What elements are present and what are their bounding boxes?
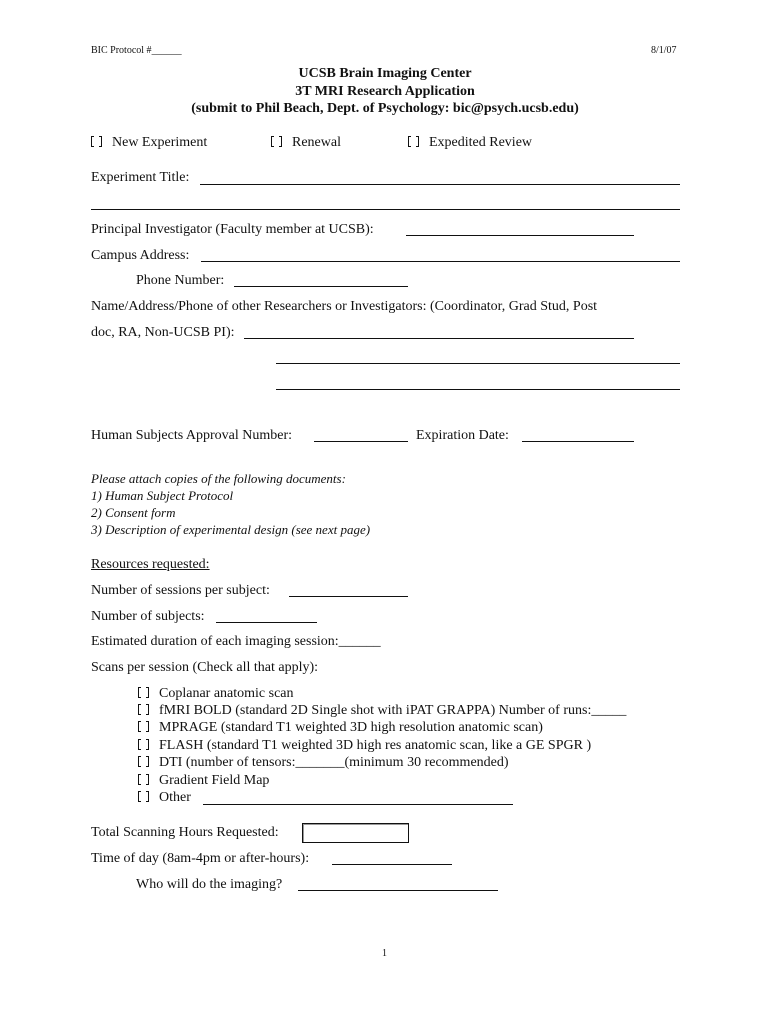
new-experiment-option[interactable]: New Experiment (91, 135, 207, 151)
sessions-per-subject-field[interactable] (289, 596, 408, 597)
scan-option-mprage[interactable]: MPRAGE (standard T1 weighted 3D high resolution anatomic scan) (138, 720, 543, 736)
protocol-label: BIC Protocol #______ (91, 45, 182, 56)
campus-address-field[interactable] (201, 261, 680, 262)
principal-investigator-field[interactable] (406, 235, 634, 236)
checkbox-icon[interactable] (138, 756, 149, 767)
checkbox-icon[interactable] (138, 721, 149, 732)
scan-option-gradient-field-map[interactable]: Gradient Field Map (138, 773, 269, 789)
application-title: 3T MRI Research Application (295, 84, 475, 99)
human-subjects-approval-field[interactable] (314, 441, 408, 442)
checkbox-icon[interactable] (138, 774, 149, 785)
attachment-item: 2) Consent form (91, 505, 176, 520)
submission-note: (submit to Phil Beach, Dept. of Psychology: bic@psych.ucsb.edu) (191, 101, 579, 116)
page-number: 1 (382, 948, 387, 959)
total-hours-label: Total Scanning Hours Requested: (91, 825, 279, 840)
scans-per-session-label: Scans per session (Check all that apply): (91, 660, 319, 675)
human-subjects-approval-label: Human Subjects Approval Number: (91, 428, 293, 443)
time-of-day-field[interactable] (332, 864, 452, 865)
form-date: 8/1/07 (651, 45, 677, 56)
scan-option-fmri-bold[interactable]: fMRI BOLD (standard 2D Single shot with iPAT GRAPPA) Number of runs:_____ (138, 703, 626, 719)
sessions-per-subject-label: Number of sessions per subject: (91, 583, 270, 598)
checkbox-icon[interactable] (138, 739, 149, 750)
total-hours-input[interactable] (302, 823, 409, 843)
expiration-date-label: Expiration Date: (416, 428, 509, 443)
resources-heading: Resources requested: (91, 557, 210, 572)
other-scan-field[interactable] (203, 804, 513, 805)
estimated-duration-field[interactable]: ______ (338, 634, 381, 649)
renewal-option[interactable]: Renewal (271, 135, 341, 151)
other-researchers-label: Name/Address/Phone of other Researchers or Investigators: (Coordinator, Grad Stud, Post (91, 299, 598, 314)
center-title: UCSB Brain Imaging Center (298, 66, 472, 81)
who-imaging-field[interactable] (298, 890, 498, 891)
number-of-subjects-label: Number of subjects: (91, 609, 205, 624)
checkbox-icon[interactable] (138, 704, 149, 715)
checkbox-icon[interactable] (408, 136, 419, 147)
checkbox-icon[interactable] (138, 687, 149, 698)
scan-option-dti[interactable]: DTI (number of tensors:_______(minimum 30 recommended) (138, 755, 509, 771)
who-imaging-label: Who will do the imaging? (136, 877, 283, 892)
phone-number-field[interactable] (234, 286, 408, 287)
time-of-day-label: Time of day (8am-4pm or after-hours): (91, 851, 310, 866)
other-researchers-field[interactable] (244, 338, 634, 339)
scan-option-other[interactable]: Other (138, 790, 191, 806)
estimated-duration-label: Estimated duration of each imaging session:______ (91, 634, 381, 649)
campus-address-label: Campus Address: (91, 248, 190, 263)
expedited-review-option[interactable]: Expedited Review (408, 135, 532, 151)
number-of-subjects-field[interactable] (216, 622, 317, 623)
scan-option-coplanar[interactable]: Coplanar anatomic scan (138, 686, 294, 702)
other-researchers-field-line2[interactable] (276, 363, 680, 364)
experiment-title-label: Experiment Title: (91, 170, 190, 185)
attachment-item: 3) Description of experimental design (see next page) (91, 522, 371, 537)
checkbox-icon[interactable] (138, 791, 149, 802)
experiment-title-field[interactable] (200, 184, 680, 185)
attachments-heading: Please attach copies of the following documents: (91, 471, 346, 486)
expiration-date-field[interactable] (522, 441, 634, 442)
phone-number-label: Phone Number: (136, 273, 225, 288)
checkbox-icon[interactable] (271, 136, 282, 147)
other-researchers-field-line3[interactable] (276, 389, 680, 390)
experiment-title-field-line2[interactable] (91, 209, 680, 210)
other-researchers-label-cont: doc, RA, Non-UCSB PI): (91, 325, 235, 340)
scan-option-flash[interactable]: FLASH (standard T1 weighted 3D high res anatomic scan, like a GE SPGR ) (138, 738, 591, 754)
checkbox-icon[interactable] (91, 136, 102, 147)
attachment-item: 1) Human Subject Protocol (91, 488, 234, 503)
principal-investigator-label: Principal Investigator (Faculty member at UCSB): (91, 222, 374, 237)
